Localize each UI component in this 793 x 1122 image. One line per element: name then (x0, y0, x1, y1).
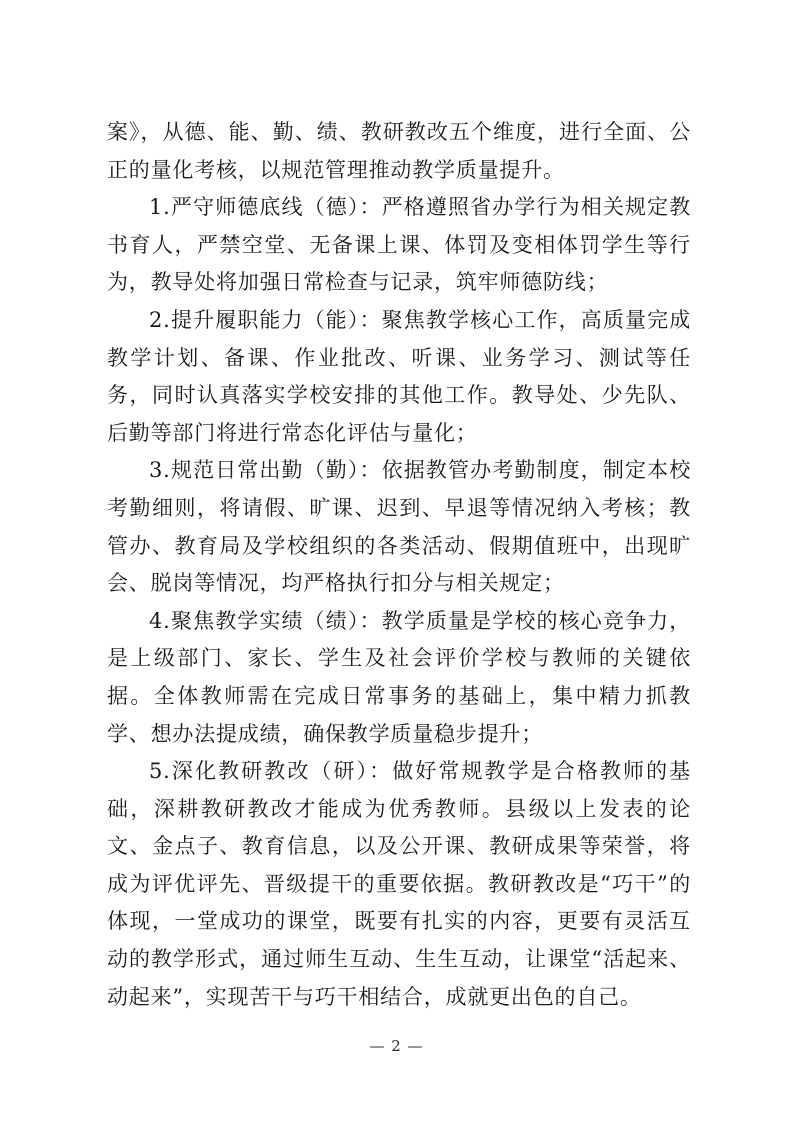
paragraph-attendance: 3.规范日常出勤（勤）：依据教管办考勤制度，制定本校考勤细则，将请假、旷课、迟到、早退等情况纳入考核；教管办、教育局及学校组织的各类活动、假期值班中，出现旷会、脱岗等情况，均严格执行扣分与相关规定； (107, 458, 691, 596)
paragraph-performance: 4.聚焦教学实绩（绩）：教学质量是学校的核心竞争力，是上级部门、家长、学生及社会评价学校与教师的关键依据。全体教师需在完成日常事务的基础上，集中精力抓教学、想办法提成绩，确保教学质量稳步提升； (107, 608, 691, 746)
paragraph-research: 5.深化教研教改（研）：做好常规教学是合格教师的基础，深耕教研教改才能成为优秀教师。县级以上发表的论文、金点子、教育信息，以及公开课、教研成果等荣誉，将成为评优评先、晋级提干的重要依据。教研教改是“巧干”的体现，一堂成功的课堂，既要有扎实的内容，更要有灵活互动的教学形式，通过师生互动、生生互动，让课堂“活起来、动起来”，实现苦干与巧干相结合，成就更出色的自己。 (107, 759, 691, 1009)
body-text (107, 114, 691, 1016)
paragraph-ability: 2.提升履职能力（能）：聚焦教学核心工作，高质量完成教学计划、备课、作业批改、听课、业务学习、测试等任务，同时认真落实学校安排的其他工作。教导处、少先队、后勤等部门将进行常态化评估与量化； (107, 307, 691, 445)
paragraph-ethics: 1.严守师德底线（德）：严格遵照省办学行为相关规定教书育人，严禁空堂、无备课上课、体罚及变相体罚学生等行为，教导处将加强日常检查与记录，筑牢师德防线； (107, 195, 691, 295)
paragraph-intro-continuation: 案》，从德、能、勤、绩、教研教改五个维度，进行全面、公正的量化考核，以规范管理推动教学质量提升。 (107, 120, 691, 182)
page-number: — 2 — (369, 1037, 424, 1055)
